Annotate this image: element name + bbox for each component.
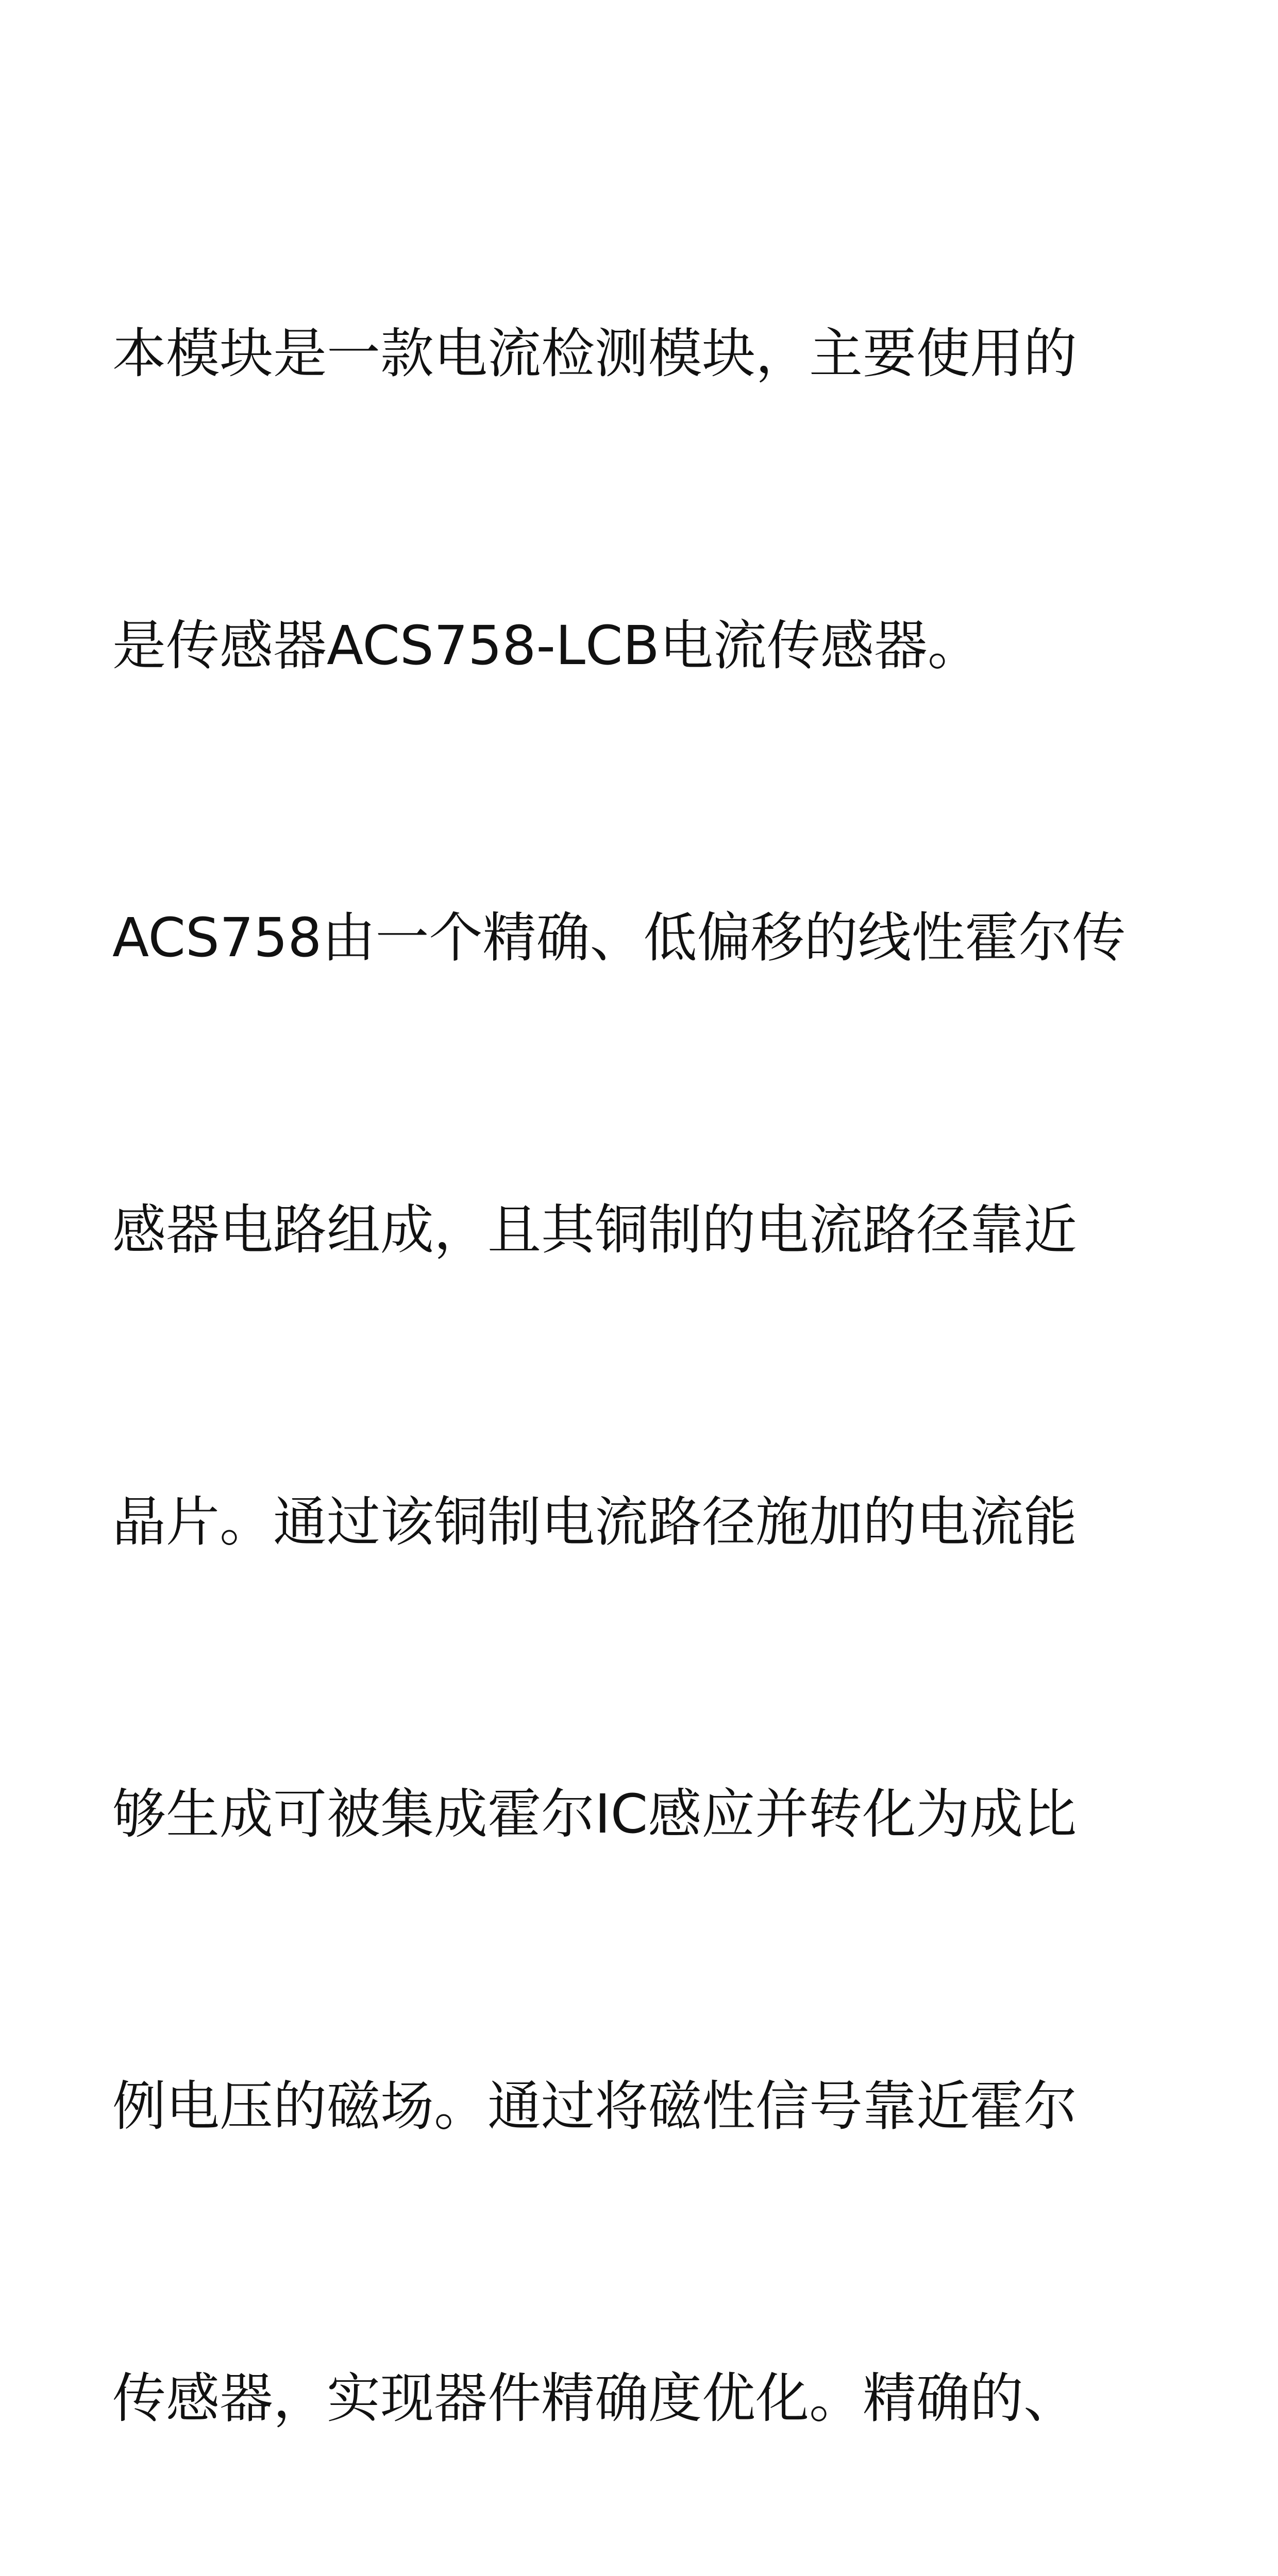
- text-line: 例电压的磁场。通过将磁性信号靠近霍尔: [112, 2075, 1078, 2138]
- text-line: 够生成可被集成霍尔IC感应并转化为成比: [112, 1783, 1077, 1845]
- text-line: 传感器，实现器件精确度优化。精确的、: [112, 2367, 1078, 2430]
- text-line: 晶片。通过该铜制电流路径施加的电流能: [112, 1490, 1078, 1553]
- text-line: 是传感器ACS758-LCB电流传感器。: [112, 614, 981, 677]
- text-line: 本模块是一款电流检测模块，主要使用的: [112, 322, 1078, 385]
- text-line: 感器电路组成，且其铜制的电流路径靠近: [112, 1198, 1078, 1261]
- text-line: ACS758由一个精确、低偏移的线性霍尔传: [112, 906, 1126, 969]
- article-text: [112, 110, 1205, 2576]
